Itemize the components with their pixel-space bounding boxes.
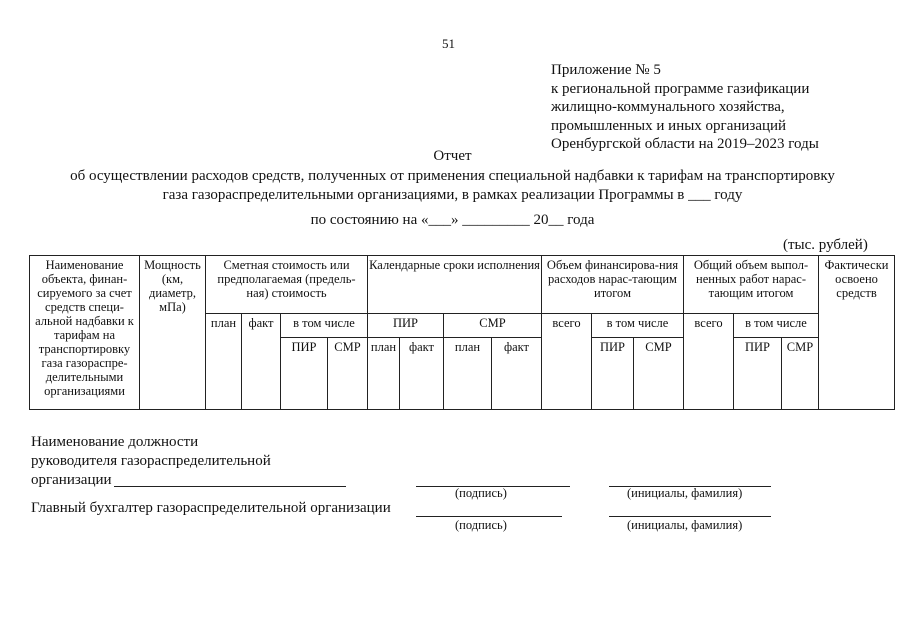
- report-subtitle: [40, 167, 865, 205]
- position-line-3: организации: [31, 472, 112, 488]
- header-financing-pir: ПИР: [592, 338, 634, 410]
- header-calendar: Календарные сроки исполнения: [368, 256, 542, 314]
- header-estimate-smr: СМР: [328, 338, 368, 410]
- subtitle-line-2: газа газораспределительными организациями, в рамках реализации Программы в ___ году: [162, 187, 743, 203]
- appendix-line: Оренбургской области на 2019–2023 годы: [551, 136, 819, 152]
- header-estimate-pir: ПИР: [281, 338, 328, 410]
- accountant-label: Главный бухгалтер газораспределительной организации: [31, 500, 391, 516]
- header-calendar-smr-fact: факт: [492, 338, 542, 410]
- report-title: Отчет: [433, 148, 472, 164]
- header-estimate-including: в том числе: [281, 314, 368, 338]
- position-label: [31, 433, 271, 490]
- accountant-signature-line[interactable]: [416, 516, 562, 517]
- director-name-caption: (инициалы, фамилия): [627, 486, 743, 500]
- header-calendar-smr-plan: план: [444, 338, 492, 410]
- header-calendar-smr: СМР: [444, 314, 542, 338]
- position-line-1: Наименование должности: [31, 434, 199, 450]
- appendix-line: жилищно-коммунального хозяйства,: [551, 99, 785, 115]
- header-object-name: Наименование объекта, финан-сируемого за счет средств специ-альной надбавки к тарифам на транспортировку газа газораспре-делительными организациями: [30, 256, 140, 410]
- header-calendar-pir-plan: план: [368, 338, 400, 410]
- header-capacity: Мощность (км, диаметр, мПа): [140, 256, 206, 410]
- subtitle-line-1: об осуществлении расходов средств, полученных от применения специальной надбавки к тарифам на транспортировку: [70, 168, 835, 184]
- accountant-signature-caption: (подпись): [455, 518, 507, 532]
- header-financing-including: в том числе: [592, 314, 684, 338]
- accountant-name-line[interactable]: [609, 516, 771, 517]
- header-works-total: всего: [684, 314, 734, 410]
- header-estimate-plan: план: [206, 314, 242, 410]
- header-financing: Объем финансирова-ния расходов нарас-тающим итогом: [542, 256, 684, 314]
- header-works: Общий объем выпол-ненных работ нарас-тающим итогом: [684, 256, 819, 314]
- header-actual: Фактически освоено средств: [819, 256, 895, 410]
- header-estimate-fact: факт: [242, 314, 281, 410]
- units-label: (тыс. рублей): [783, 237, 868, 253]
- appendix-line: Приложение № 5: [551, 62, 661, 78]
- appendix-line: к региональной программе газификации: [551, 80, 810, 97]
- director-signature-caption: (подпись): [455, 486, 507, 500]
- header-works-including: в том числе: [734, 314, 819, 338]
- report-table: [29, 255, 895, 410]
- appendix-line: промышленных и иных организаций: [551, 117, 787, 134]
- position-line-2: руководителя газораспределительной: [31, 453, 271, 469]
- header-financing-smr: СМР: [634, 338, 684, 410]
- header-estimate: Сметная стоимость или предполагаемая (предель-ная) стоимость: [206, 256, 368, 314]
- page-number: 51: [442, 36, 455, 51]
- header-works-smr: СМР: [782, 338, 819, 410]
- appendix-block: [551, 61, 819, 154]
- header-calendar-pir: ПИР: [368, 314, 444, 338]
- position-blank-line[interactable]: [114, 486, 346, 487]
- header-financing-total: всего: [542, 314, 592, 410]
- header-calendar-pir-fact: факт: [400, 338, 444, 410]
- header-works-pir: ПИР: [734, 338, 782, 410]
- accountant-name-caption: (инициалы, фамилия): [627, 518, 743, 532]
- date-line: по состоянию на «___» _________ 20__ года: [310, 212, 595, 228]
